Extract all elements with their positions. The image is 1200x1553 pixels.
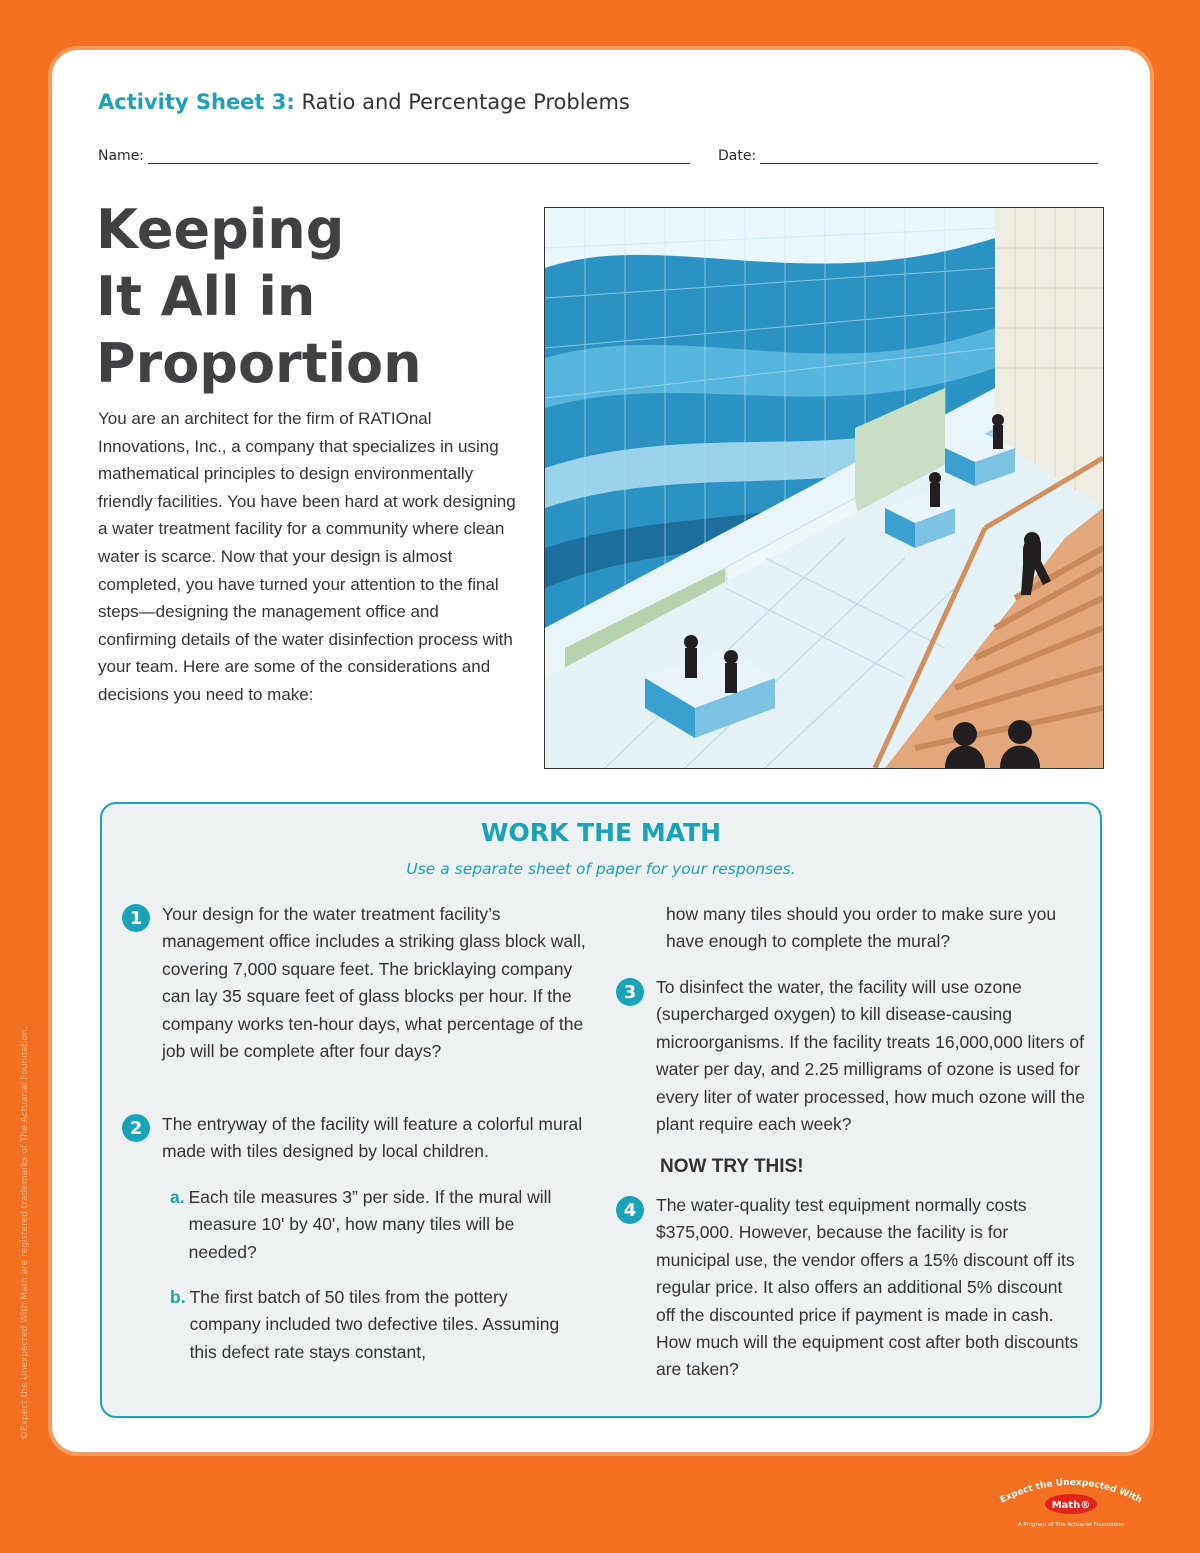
date-label: Date: bbox=[718, 148, 757, 164]
now-try-this-heading: NOW TRY THIS! bbox=[660, 1156, 804, 1177]
sheet-label: Activity Sheet 3: bbox=[98, 90, 295, 114]
question-3-number: 3 bbox=[616, 978, 644, 1006]
copyright-note: ©Expect the Unexpected With Math are registered trademarks of The Actuarial Foundation. bbox=[20, 1026, 30, 1440]
name-label: Name: bbox=[98, 148, 145, 164]
expect-the-unexpected-logo bbox=[986, 1470, 1156, 1530]
name-line[interactable] bbox=[148, 149, 690, 164]
question-2-number: 2 bbox=[122, 1114, 150, 1142]
title-line-3: Proportion bbox=[96, 332, 422, 395]
activity-sheet bbox=[52, 50, 1150, 1452]
work-the-math-subtitle: Use a separate sheet of paper for your responses. bbox=[406, 860, 796, 878]
title-line-2: It All in bbox=[96, 265, 316, 328]
logo-badge: Math® bbox=[1051, 1500, 1091, 1511]
sheet-title: Ratio and Percentage Problems bbox=[301, 90, 630, 114]
intro-paragraph: You are an architect for the firm of RATIOnal Innovations, Inc., a company that specializes in using mathematical principles to design environmentally friendly facilities. You have been hard at work designing a water treatment facility for a community where clean water is scarce. Now that your design is almost completed, you have turned your attention to the final steps—designing the management office and confirming details of the water disinfection process with your team. Here are some of the considerations and decisions you need to make: bbox=[98, 409, 516, 704]
work-the-math-box bbox=[100, 802, 1102, 1418]
name-field[interactable] bbox=[98, 148, 690, 164]
question-1-number: 1 bbox=[122, 904, 150, 932]
question-1-text: Your design for the water treatment facility’s management office includes a striking glass block wall, covering 7,000 square feet. The bricklaying company can lay 35 square feet of glass blocks per hour. If the company works ten-hour days, what percentage of the job will be complete after four days? bbox=[162, 904, 586, 1062]
question-2a-letter: a. bbox=[170, 1187, 185, 1207]
date-field[interactable] bbox=[718, 148, 1098, 164]
question-4-number: 4 bbox=[616, 1196, 644, 1224]
question-2b bbox=[170, 1284, 570, 1366]
question-2a bbox=[170, 1184, 570, 1266]
office-illustration bbox=[544, 207, 1104, 769]
question-3-text: To disinfect the water, the facility will use ozone (supercharged oxygen) to kill disease-causing microorganisms. If the facility treats 16,000,000 liters of water per day, and 2.25 milligrams of ozone is used for every liter of water processed, how much ozone will the plant require each week? bbox=[656, 977, 1085, 1135]
question-4-text: The water-quality test equipment normally costs $375,000. However, because the facility is for municipal use, the vendor offers a 15% discount off its regular price. It also offers an additional 5% discount off the discounted price if payment is made in cash. How much will the equipment cost after both discounts are taken? bbox=[656, 1195, 1079, 1380]
logo-tagline: A Program of The Actuarial Foundation bbox=[1017, 1522, 1125, 1528]
question-2b-text: The first batch of 50 tiles from the pottery company included two defective tiles. Assuming this defect rate stays constant, bbox=[189, 1287, 560, 1362]
date-line[interactable] bbox=[760, 149, 1098, 164]
question-2a-text: Each tile measures 3” per side. If the mural will measure 10' by 40', how many tiles will be needed? bbox=[188, 1187, 552, 1262]
page-title bbox=[96, 196, 422, 397]
work-the-math-title: WORK THE MATH bbox=[480, 818, 722, 847]
question-2-text: The entryway of the facility will feature a colorful mural made with tiles designed by local children. bbox=[162, 1114, 583, 1162]
logo-arc-text: Expect the Unexpected With bbox=[998, 1477, 1144, 1506]
sheet-header bbox=[98, 90, 630, 114]
title-line-1: Keeping bbox=[96, 198, 345, 261]
question-2b-letter: b. bbox=[170, 1287, 186, 1307]
question-2b-continued: how many tiles should you order to make sure you have enough to complete the mural? bbox=[666, 904, 1057, 952]
